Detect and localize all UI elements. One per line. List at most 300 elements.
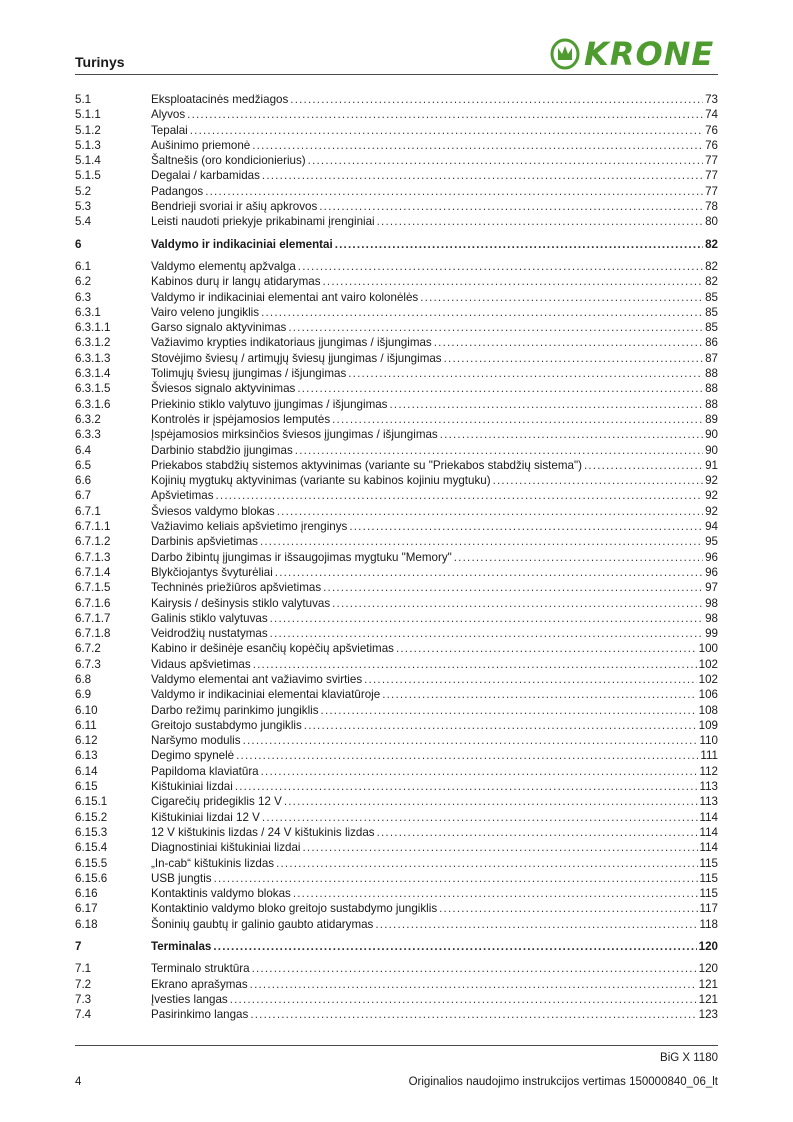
toc-section-number: 6.3.1 — [75, 305, 101, 319]
toc-entry — [151, 107, 718, 122]
toc-section-title: Darbo žibintų įjungimas ir išsaugojimas mygtuku "Memory" — [151, 550, 452, 564]
toc-section-title: Tepalai — [151, 123, 188, 137]
toc-leader-dots — [260, 534, 703, 549]
toc-entry — [151, 977, 718, 992]
toc-section-number: 6.7.1.8 — [75, 627, 111, 641]
toc-leader-dots — [261, 764, 698, 779]
toc-section-title: Šviesos valdymo blokas — [151, 504, 275, 518]
toc-page-number: 82 — [705, 275, 718, 289]
toc-section-title: Šoninių gaubtų ir galinio gaubto atidarymas — [151, 917, 374, 931]
toc-section-title: Degimo spynelė — [151, 749, 235, 763]
toc-page-number: 76 — [705, 123, 718, 137]
toc-chapter-row[interactable] — [75, 237, 718, 252]
toc-section-number: 6.7.1.2 — [75, 535, 111, 549]
toc-section-title: Valdymo elementų apžvalga — [151, 259, 296, 273]
toc-section-title: Darbinio stabdžio įjungimas — [151, 443, 293, 457]
toc-row[interactable] — [75, 443, 718, 458]
toc-page-number: 121 — [698, 992, 718, 1006]
toc-section-title: Kabino ir dešinėje esančių kopėčių apšvietimas — [151, 642, 394, 656]
toc-row[interactable] — [75, 626, 718, 641]
toc-section-number: 6.15 — [75, 780, 98, 794]
toc-leader-dots — [213, 939, 696, 954]
toc-row[interactable] — [75, 290, 718, 305]
toc-row[interactable] — [75, 184, 718, 199]
toc-section-title: Važiavimo keliais apšvietimo įrenginys — [151, 520, 348, 534]
toc-row[interactable] — [75, 901, 718, 916]
toc-section-number: 6.7.1.3 — [75, 550, 111, 564]
toc-section-number: 6.1 — [75, 259, 92, 273]
toc-page-number: 74 — [705, 108, 718, 122]
toc-row[interactable] — [75, 519, 718, 534]
footer-document-title: Originalios naudojimo instrukcijos vertimas 150000840_06_lt — [408, 1076, 718, 1088]
toc-leader-dots — [308, 153, 703, 168]
toc-row[interactable] — [75, 733, 718, 748]
toc-entry — [151, 718, 718, 733]
toc-section-title: Terminalo struktūra — [151, 962, 250, 976]
toc-leader-dots — [444, 351, 703, 366]
toc-section-title: Pasirinkimo langas — [151, 1008, 249, 1022]
toc-section-number: 6.7.3 — [75, 657, 101, 671]
toc-page-number: 89 — [705, 412, 718, 426]
toc-page-number: 102 — [698, 657, 718, 671]
krone-logo — [548, 37, 720, 71]
toc-leader-dots — [304, 718, 697, 733]
toc-section-title: Blykčiojantys švyturėliai — [151, 565, 273, 579]
toc-entry — [151, 168, 718, 183]
toc-entry — [151, 305, 718, 320]
toc-section-number: 5.1.4 — [75, 154, 101, 168]
toc-section-title: 12 V kištukinis lizdas / 24 V kištukinis lizdas — [151, 825, 375, 839]
toc-section-title: Galinis stiklo valytuvas — [151, 611, 268, 625]
toc-row[interactable] — [75, 366, 718, 381]
toc-row[interactable] — [75, 123, 718, 138]
toc-section-number: 6.15.1 — [75, 795, 108, 809]
toc-leader-dots — [348, 366, 703, 381]
toc-row[interactable] — [75, 1007, 718, 1022]
toc-page-number: 115 — [699, 856, 718, 870]
toc-entry — [151, 427, 718, 442]
toc-row[interactable] — [75, 534, 718, 549]
toc-leader-dots — [293, 886, 698, 901]
toc-page-number: 109 — [698, 718, 718, 732]
toc-page-number: 123 — [698, 1008, 718, 1022]
toc-section-number: 6.7.1.7 — [75, 611, 111, 625]
toc-page-number: 82 — [705, 259, 718, 273]
toc-page-number: 102 — [698, 672, 718, 686]
toc-leader-dots — [377, 825, 698, 840]
toc-entry — [151, 458, 718, 473]
toc-leader-dots — [298, 259, 703, 274]
toc-section-number: 6.3.3 — [75, 428, 101, 442]
toc-page-number: 73 — [705, 93, 718, 106]
toc-row[interactable] — [75, 488, 718, 503]
toc-row[interactable] — [75, 871, 718, 886]
toc-section-title: Tolimųjų šviesų įjungimas / išjungimas — [151, 367, 347, 381]
toc-section-title: Įvesties langas — [151, 992, 228, 1006]
toc-leader-dots — [297, 381, 703, 396]
toc-row[interactable] — [75, 92, 718, 107]
toc-entry — [151, 672, 718, 687]
toc-section-title: Kištukiniai lizdai — [151, 780, 233, 794]
toc-section-number: 6.7.1.6 — [75, 596, 111, 610]
toc-section-number: 5.3 — [75, 200, 92, 214]
toc-entry — [151, 92, 718, 107]
toc-page-number: 118 — [699, 917, 718, 931]
toc-leader-dots — [214, 871, 698, 886]
toc-entry — [151, 703, 718, 718]
page-title: Turinys — [75, 54, 125, 70]
toc-page-number: 92 — [705, 504, 718, 518]
toc-section-title: Degalai / karbamidas — [151, 169, 260, 183]
toc-leader-dots — [364, 672, 697, 687]
toc-row[interactable] — [75, 458, 718, 473]
toc-row[interactable] — [75, 274, 718, 289]
toc-leader-dots — [230, 992, 697, 1007]
toc-row[interactable] — [75, 351, 718, 366]
toc-leader-dots — [382, 687, 696, 702]
toc-page-number: 117 — [699, 902, 718, 916]
toc-leader-dots — [288, 320, 703, 335]
toc-row[interactable] — [75, 504, 718, 519]
toc-row[interactable] — [75, 748, 718, 763]
toc-row[interactable] — [75, 764, 718, 779]
toc-section-number: 6.7 — [75, 489, 92, 503]
toc-section-title: Padangos — [151, 184, 204, 198]
toc-entry — [151, 366, 718, 381]
toc-leader-dots — [270, 626, 703, 641]
toc-page-number: 88 — [705, 382, 718, 396]
toc-leader-dots — [250, 1007, 696, 1022]
toc-entry — [151, 519, 718, 534]
toc-entry — [151, 397, 718, 412]
toc-section-title: Papildoma klaviatūra — [151, 764, 259, 778]
footer-divider — [75, 1045, 718, 1046]
toc-page-number: 78 — [705, 200, 718, 214]
toc-row[interactable] — [75, 641, 718, 656]
toc-entry — [151, 840, 718, 855]
toc-section-number: 6.2 — [75, 275, 92, 289]
toc-row[interactable] — [75, 335, 718, 350]
toc-row[interactable] — [75, 718, 718, 733]
toc-entry — [151, 917, 718, 932]
toc-entry — [151, 641, 718, 656]
toc-section-number: 6.12 — [75, 734, 98, 748]
toc-section-number: 5.1.1 — [75, 108, 101, 122]
toc-row[interactable] — [75, 397, 718, 412]
toc-section-number: 5.4 — [75, 215, 92, 229]
toc-section-number: 6.3.1.1 — [75, 321, 111, 335]
toc-section-number: 6.11 — [75, 718, 97, 732]
toc-page-number: 88 — [705, 397, 718, 411]
toc-entry — [151, 961, 718, 976]
toc-section-number: 7.4 — [75, 1008, 92, 1022]
toc-page-number: 97 — [705, 581, 718, 595]
toc-leader-dots — [396, 641, 697, 656]
toc-section-title: Važiavimo krypties indikatoriaus įjungimas / išjungimas — [151, 336, 432, 350]
toc-section-number: 6.17 — [75, 902, 98, 916]
toc-section-number: 5.1.3 — [75, 138, 101, 152]
toc-row[interactable] — [75, 886, 718, 901]
toc-page-number: 98 — [705, 596, 718, 610]
toc-entry — [151, 199, 718, 214]
toc-section-number: 7.3 — [75, 992, 92, 1006]
toc-section-title: Priekinio stiklo valytuvo įjungimas / išjungimas — [151, 397, 388, 411]
toc-section-title: Kojinių mygtukų aktyvinimas (variante su kabinos kojiniu mygtuku) — [151, 474, 491, 488]
toc-page-number: 85 — [705, 290, 718, 304]
toc-row[interactable] — [75, 810, 718, 825]
toc-leader-dots — [335, 237, 703, 252]
toc-section-title: Valdymo elementai ant važiavimo svirties — [151, 672, 363, 686]
toc-section-number: 6.7.1.1 — [75, 520, 111, 534]
toc-leader-dots — [439, 901, 697, 916]
toc-leader-dots — [420, 290, 703, 305]
toc-page-number: 76 — [705, 138, 718, 152]
toc-leader-dots — [321, 703, 697, 718]
toc-row[interactable] — [75, 840, 718, 855]
toc-page-number: 77 — [705, 184, 718, 198]
toc-leader-dots — [332, 412, 703, 427]
toc-row[interactable] — [75, 153, 718, 168]
toc-row[interactable] — [75, 168, 718, 183]
toc-section-number: 6.15.2 — [75, 810, 108, 824]
toc-row[interactable] — [75, 672, 718, 687]
toc-entry — [151, 214, 718, 229]
toc-entry — [151, 992, 718, 1007]
toc-page-number: 120 — [698, 962, 718, 976]
toc-page-number: 87 — [705, 351, 718, 365]
header-divider — [75, 74, 718, 75]
toc-page-number: 82 — [705, 237, 718, 251]
toc-entry — [151, 565, 718, 580]
toc-entry — [151, 381, 718, 396]
toc-leader-dots — [493, 473, 704, 488]
toc-entry — [151, 611, 718, 626]
toc-row[interactable] — [75, 305, 718, 320]
toc-section-number: 6.9 — [75, 688, 92, 702]
toc-section-number: 6.8 — [75, 672, 92, 686]
toc-row[interactable] — [75, 961, 718, 976]
toc-page-number: 96 — [705, 550, 718, 564]
toc-row[interactable] — [75, 259, 718, 274]
toc-page-number: 114 — [699, 841, 718, 855]
toc-row[interactable] — [75, 856, 718, 871]
toc-leader-dots — [389, 397, 703, 412]
toc-section-number: 5.1.2 — [75, 123, 101, 137]
toc-leader-dots — [252, 138, 703, 153]
toc-entry — [151, 794, 718, 809]
toc-section-number: 6.7.1.5 — [75, 581, 111, 595]
toc-entry — [151, 871, 718, 886]
toc-entry — [151, 596, 718, 611]
toc-section-title: Naršymo modulis — [151, 734, 241, 748]
toc-row[interactable] — [75, 381, 718, 396]
toc-row[interactable] — [75, 917, 718, 932]
toc-row[interactable] — [75, 107, 718, 122]
toc-row[interactable] — [75, 977, 718, 992]
toc-page-number: 110 — [699, 734, 718, 748]
toc-section-title: Kontaktinio valdymo bloko greitojo sustabdymo jungiklis — [151, 902, 438, 916]
toc-entry — [151, 825, 718, 840]
toc-leader-dots — [253, 657, 697, 672]
toc-row[interactable] — [75, 199, 718, 214]
toc-entry — [151, 748, 718, 763]
toc-section-number: 6.10 — [75, 703, 98, 717]
toc-row[interactable] — [75, 992, 718, 1007]
toc-section-title: Valdymo ir indikaciniai elementai klaviatūroje — [151, 688, 381, 702]
toc-entry — [151, 259, 718, 274]
toc-entry — [151, 290, 718, 305]
toc-page-number: 92 — [705, 474, 718, 488]
toc-entry — [151, 886, 718, 901]
toc-section-title: Kontrolės ir įspėjamosios lemputės — [151, 412, 331, 426]
toc-section-title: Bendrieji svoriai ir ašių apkrovos — [151, 200, 318, 214]
toc-entry — [151, 580, 718, 595]
toc-entry — [151, 123, 718, 138]
toc-leader-dots — [187, 107, 703, 122]
toc-page-number: 86 — [705, 336, 718, 350]
toc-row[interactable] — [75, 611, 718, 626]
toc-section-title: Kabinos durų ir langų atidarymas — [151, 275, 321, 289]
toc-section-title: Stovėjimo šviesų / artimųjų šviesų įjungimas / išjungimas — [151, 351, 442, 365]
toc-leader-dots — [319, 199, 703, 214]
toc-section-title: Cigarečių pridegiklis 12 V — [151, 795, 282, 809]
toc-section-title: Greitojo sustabdymo jungiklis — [151, 718, 302, 732]
toc-page-number: 90 — [705, 443, 718, 457]
toc-section-number: 5.2 — [75, 184, 92, 198]
toc-page-number: 88 — [705, 367, 718, 381]
toc-section-number: 6.3.1.5 — [75, 382, 111, 396]
toc-row[interactable] — [75, 565, 718, 580]
toc-entry — [151, 237, 718, 252]
krone-crest-icon — [548, 38, 582, 70]
toc-entry — [151, 320, 718, 335]
toc-page-number: 98 — [705, 611, 718, 625]
toc-page-number: 115 — [699, 871, 718, 885]
toc-entry — [151, 153, 718, 168]
toc-section-title: Priekabos stabdžių sistemos aktyvinimas (variante su "Priekabos stabdžių sistema") — [151, 458, 582, 472]
toc-page-number: 91 — [705, 458, 718, 472]
toc-page-number: 120 — [698, 940, 718, 954]
toc-section-number: 6.15.5 — [75, 856, 108, 870]
toc-page-number: 96 — [705, 565, 718, 579]
toc-section-title: Įspėjamosios mirksinčios šviesos įjungimas / išjungimas — [151, 428, 438, 442]
toc-page-number: 113 — [699, 780, 718, 794]
toc-leader-dots — [584, 458, 703, 473]
toc-section-title: Vidaus apšvietimas — [151, 657, 251, 671]
toc-section-number: 6.6 — [75, 474, 92, 488]
toc-leader-dots — [375, 917, 697, 932]
toc-chapter-row[interactable] — [75, 939, 718, 954]
toc-row[interactable] — [75, 703, 718, 718]
toc-leader-dots — [332, 596, 703, 611]
toc-row[interactable] — [75, 320, 718, 335]
toc-page-number: 108 — [698, 703, 718, 717]
toc-row[interactable] — [75, 825, 718, 840]
toc-row[interactable] — [75, 550, 718, 565]
toc-section-title: Leisti naudoti priekyje prikabinami įrenginiai — [151, 215, 375, 229]
toc-leader-dots — [277, 504, 703, 519]
toc-leader-dots — [190, 123, 703, 138]
toc-page-number: 90 — [705, 428, 718, 442]
toc-row[interactable] — [75, 596, 718, 611]
toc-entry — [151, 733, 718, 748]
toc-leader-dots — [349, 519, 703, 534]
toc-leader-dots — [290, 92, 703, 107]
toc-page-number: 114 — [699, 825, 718, 839]
toc-leader-dots — [276, 856, 697, 871]
toc-entry — [151, 138, 718, 153]
toc-row[interactable] — [75, 412, 718, 427]
toc-leader-dots — [261, 305, 703, 320]
toc-leader-dots — [252, 961, 697, 976]
toc-page-number: 94 — [705, 520, 718, 534]
toc-row[interactable] — [75, 473, 718, 488]
toc-section-title: USB jungtis — [151, 871, 212, 885]
toc-section-number: 6.16 — [75, 887, 98, 901]
toc-section-number: 5.1.5 — [75, 169, 101, 183]
toc-section-title: Vairo veleno jungiklis — [151, 305, 260, 319]
toc-section-title: Terminalas — [151, 940, 212, 954]
toc-page-number: 80 — [705, 215, 718, 229]
toc-page-number: 112 — [699, 764, 718, 778]
toc-row[interactable] — [75, 657, 718, 672]
toc-page-number: 77 — [705, 154, 718, 168]
toc-section-number: 6.3.1.3 — [75, 351, 111, 365]
toc-page-number: 85 — [705, 321, 718, 335]
toc-section-title: Ekrano aprašymas — [151, 977, 248, 991]
toc-section-number: 6.14 — [75, 764, 98, 778]
toc-section-number: 7.2 — [75, 977, 92, 991]
footer-model: BiG X 1180 — [660, 1052, 718, 1064]
toc-entry — [151, 335, 718, 350]
toc-leader-dots — [377, 214, 703, 229]
toc-section-title: Šviesos signalo aktyvinimas — [151, 382, 296, 396]
toc-row[interactable] — [75, 687, 718, 702]
toc-leader-dots — [250, 977, 697, 992]
toc-entry — [151, 939, 718, 954]
toc-row[interactable] — [75, 794, 718, 809]
toc-leader-dots — [323, 580, 703, 595]
toc-row[interactable] — [75, 427, 718, 442]
toc-entry — [151, 1007, 718, 1022]
toc-section-number: 6.7.2 — [75, 642, 101, 656]
toc-section-number: 6.7.1 — [75, 504, 101, 518]
toc-leader-dots — [270, 611, 703, 626]
toc-page-number: 106 — [698, 688, 718, 702]
toc-section-title: Veidrodžių nustatymas — [151, 627, 268, 641]
toc-entry — [151, 901, 718, 916]
toc-page-number: 85 — [705, 305, 718, 319]
toc-leader-dots — [275, 565, 703, 580]
toc-leader-dots — [323, 274, 704, 289]
toc-row[interactable] — [75, 779, 718, 794]
toc-section-title: Techninės priežiūros apšvietimas — [151, 581, 322, 595]
toc-leader-dots — [243, 733, 698, 748]
toc-leader-dots — [262, 810, 698, 825]
toc-entry — [151, 687, 718, 702]
toc-section-number: 6.3.1.2 — [75, 336, 111, 350]
toc-row[interactable] — [75, 214, 718, 229]
toc-row[interactable] — [75, 138, 718, 153]
toc-section-number: 7 — [75, 940, 82, 954]
toc-entry — [151, 626, 718, 641]
toc-section-number: 6.13 — [75, 749, 98, 763]
footer-page-number: 4 — [75, 1076, 82, 1088]
toc-entry — [151, 764, 718, 779]
toc-row[interactable] — [75, 580, 718, 595]
toc-leader-dots — [440, 427, 703, 442]
toc-section-number: 6.3.1.4 — [75, 367, 111, 381]
